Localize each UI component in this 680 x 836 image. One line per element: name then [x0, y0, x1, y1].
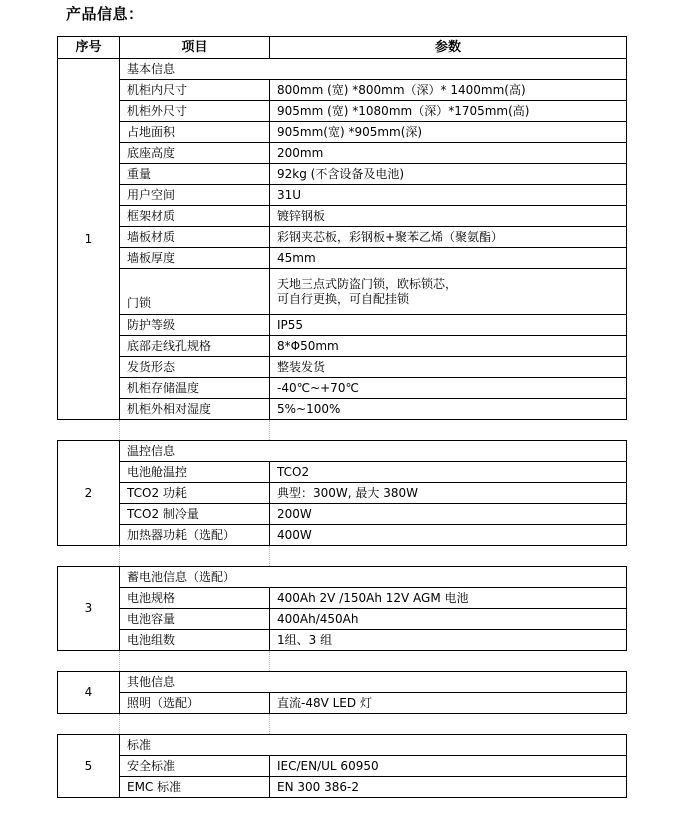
- spacer-cell: [58, 714, 120, 735]
- section-number: 4: [58, 672, 120, 714]
- spacer-cell: [270, 714, 627, 735]
- spacer-cell: [270, 546, 627, 567]
- section-number: 3: [58, 567, 120, 651]
- table-row: [58, 248, 627, 269]
- table-row: [58, 483, 627, 504]
- spacer-cell: [120, 420, 270, 441]
- table-header-row: [58, 37, 627, 59]
- item-cell: 机柜内尺寸: [120, 80, 270, 101]
- value-cell: 1组、3 组: [270, 630, 627, 651]
- item-cell: 重量: [120, 164, 270, 185]
- section-spacer: [58, 546, 627, 567]
- value-cell: 直流-48V LED 灯: [270, 693, 627, 714]
- section-number: 1: [58, 59, 120, 420]
- header-item: 项目: [120, 37, 270, 59]
- value-cell: 整装发货: [270, 357, 627, 378]
- spacer-cell: [58, 651, 120, 672]
- table-row: [58, 143, 627, 164]
- table-row: [58, 777, 627, 798]
- table-row: [58, 756, 627, 777]
- table-row: [58, 185, 627, 206]
- item-cell: 机柜外相对湿度: [120, 399, 270, 420]
- table-row: [58, 227, 627, 248]
- table-row: [58, 399, 627, 420]
- value-cell: 800mm (宽) *800mm（深）* 1400mm(高): [270, 80, 627, 101]
- page-title: 产品信息：: [66, 5, 144, 23]
- spacer-cell: [270, 651, 627, 672]
- section-spacer: [58, 420, 627, 441]
- item-cell: 加热器功耗（选配）: [120, 525, 270, 546]
- section-title: 其他信息: [120, 672, 627, 693]
- section-spacer: [58, 714, 627, 735]
- header-no: 序号: [58, 37, 120, 59]
- spacer-cell: [120, 714, 270, 735]
- section-title-row: [58, 59, 627, 80]
- value-cell: 200W: [270, 504, 627, 525]
- item-cell: 框架材质: [120, 206, 270, 227]
- value-cell: 92kg (不含设备及电池): [270, 164, 627, 185]
- item-cell: 占地面积: [120, 122, 270, 143]
- section-title-row: [58, 567, 627, 588]
- value-cell: 彩钢夹芯板，彩钢板+聚苯乙烯（聚氨酯）: [270, 227, 627, 248]
- item-cell: 电池容量: [120, 609, 270, 630]
- table-row: [58, 630, 627, 651]
- item-cell: 电池规格: [120, 588, 270, 609]
- table-row: [58, 693, 627, 714]
- item-cell: 防护等级: [120, 315, 270, 336]
- item-cell: 安全标准: [120, 756, 270, 777]
- item-cell: TCO2 功耗: [120, 483, 270, 504]
- value-line: 可自行更换，可自配挂锁: [277, 291, 410, 306]
- spec-table: [57, 36, 627, 798]
- table-row: [58, 357, 627, 378]
- value-cell: 905mm(宽) *905mm(深): [270, 122, 627, 143]
- section-number: 5: [58, 735, 120, 798]
- item-cell: 机柜存储温度: [120, 378, 270, 399]
- section-title: 蓄电池信息（选配）: [120, 567, 627, 588]
- value-cell: 镀锌钢板: [270, 206, 627, 227]
- table-row: [58, 504, 627, 525]
- item-cell: 用户空间: [120, 185, 270, 206]
- table-row: [58, 525, 627, 546]
- value-cell: IP55: [270, 315, 627, 336]
- item-cell: 底座高度: [120, 143, 270, 164]
- value-cell: 45mm: [270, 248, 627, 269]
- section-title-row: [58, 672, 627, 693]
- section-title: 标准: [120, 735, 627, 756]
- value-cell: 5%~100%: [270, 399, 627, 420]
- section-spacer: [58, 651, 627, 672]
- table-row: [58, 378, 627, 399]
- section-title-row: [58, 735, 627, 756]
- value-cell: [270, 269, 627, 315]
- item-cell: 底部走线孔规格: [120, 336, 270, 357]
- table-row: [58, 122, 627, 143]
- value-cell: -40℃~+70℃: [270, 378, 627, 399]
- section-title: 温控信息: [120, 441, 627, 462]
- value-cell: IEC/EN/UL 60950: [270, 756, 627, 777]
- table-row: [58, 315, 627, 336]
- item-cell: 照明（选配）: [120, 693, 270, 714]
- value-cell: 400Ah/450Ah: [270, 609, 627, 630]
- value-line: 天地三点式防盗门锁，欧标锁芯，: [277, 276, 458, 291]
- spacer-cell: [58, 420, 120, 441]
- table-row: [58, 206, 627, 227]
- value-cell: 31U: [270, 185, 627, 206]
- table-row: [58, 164, 627, 185]
- value-cell: 典型：300W, 最大 380W: [270, 483, 627, 504]
- value-cell: 400Ah 2V /150Ah 12V AGM 电池: [270, 588, 627, 609]
- item-cell: EMC 标准: [120, 777, 270, 798]
- table-row: [58, 269, 627, 315]
- section-title-row: [58, 441, 627, 462]
- section-number: 2: [58, 441, 120, 546]
- table-row: [58, 80, 627, 101]
- table-row: [58, 336, 627, 357]
- item-cell: 墙板厚度: [120, 248, 270, 269]
- item-cell: 电池组数: [120, 630, 270, 651]
- spacer-cell: [270, 420, 627, 441]
- item-cell: TCO2 制冷量: [120, 504, 270, 525]
- item-cell: 发货形态: [120, 357, 270, 378]
- spacer-cell: [120, 651, 270, 672]
- section-title: 基本信息: [120, 59, 627, 80]
- table-row: [58, 462, 627, 483]
- item-cell: 电池舱温控: [120, 462, 270, 483]
- value-cell: 8*Φ50mm: [270, 336, 627, 357]
- header-param: 参数: [270, 37, 627, 59]
- spacer-cell: [120, 546, 270, 567]
- table-row: [58, 101, 627, 122]
- value-cell: 400W: [270, 525, 627, 546]
- item-cell: 机柜外尺寸: [120, 101, 270, 122]
- value-cell: EN 300 386-2: [270, 777, 627, 798]
- spacer-cell: [58, 546, 120, 567]
- table-row: [58, 588, 627, 609]
- item-cell: 墙板材质: [120, 227, 270, 248]
- value-cell: TCO2: [270, 462, 627, 483]
- table-row: [58, 609, 627, 630]
- item-cell: 门锁: [120, 269, 270, 315]
- value-cell: 200mm: [270, 143, 627, 164]
- value-cell: 905mm (宽) *1080mm（深）*1705mm(高): [270, 101, 627, 122]
